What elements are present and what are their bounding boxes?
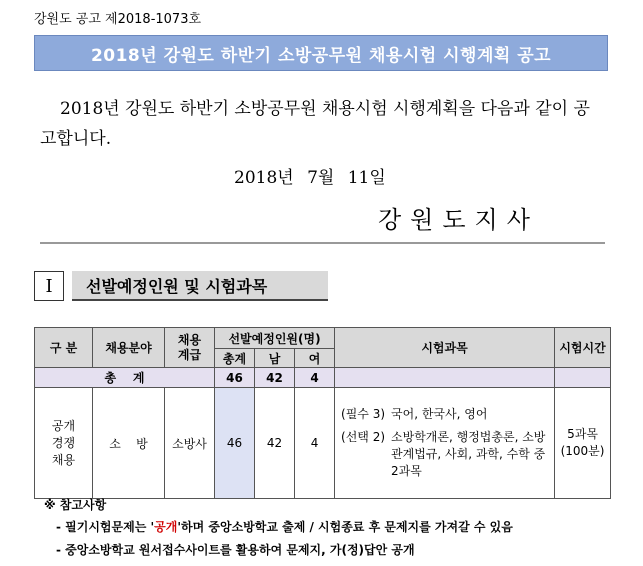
row-time: 5과목 (100분): [555, 388, 611, 499]
divider: [40, 242, 605, 244]
notice-number: 강원도 공고 제2018-1073호: [34, 12, 202, 27]
total-male: 42: [255, 368, 295, 388]
section-number: Ⅰ: [34, 271, 64, 301]
elective-list: 소방학개론, 행정법총론, 소방관계법규, 사회, 과학, 수학 중 2과목: [391, 430, 546, 478]
table-row: [35, 388, 611, 499]
row-male: 42: [255, 388, 295, 499]
section-title: [72, 271, 328, 301]
note-line-1: [56, 518, 513, 535]
issuer-signature: 강원도지사: [378, 206, 539, 234]
notice-date: 2018년 7월 11일: [234, 168, 386, 188]
col-category: 구 분: [35, 328, 93, 368]
row-category: 공개 경쟁 채용: [35, 388, 93, 499]
elective-subjects: [341, 429, 554, 480]
col-field: 채용분야: [93, 328, 165, 368]
note-line-2: - 중앙소방학교 원서접수사이트를 활용하여 문제지, 가(정)답안 공개: [56, 543, 415, 557]
row-female: 4: [295, 388, 335, 499]
section-title-text: 선발예정인원 및 시험과목: [86, 276, 268, 296]
note-line-1-post: '하며 중앙소방학교 출제 / 시험종료 후 문제지를 가져갈 수 있음: [177, 520, 513, 534]
total-count: 46: [215, 368, 255, 388]
required-list: 국어, 한국사, 영어: [391, 407, 488, 421]
col-grade: 채용 계급: [165, 328, 215, 368]
note-line-1-pre: - 필기시험문제는 ': [56, 520, 155, 534]
total-row: [35, 368, 611, 388]
notice-title-banner: [34, 35, 608, 71]
row-subjects: [335, 388, 555, 499]
total-label: 총 계: [35, 368, 215, 388]
total-time-blank: [555, 368, 611, 388]
elective-tag: (선택 2): [341, 430, 386, 444]
required-tag: (필수 3): [341, 407, 386, 421]
notes-section: [44, 496, 513, 564]
notes-title: ※ 참고사항: [44, 498, 107, 512]
row-field: 소 방: [93, 388, 165, 499]
row-grade: 소방사: [165, 388, 215, 499]
col-female: 여: [295, 349, 335, 368]
note-line-1-highlight: 공개: [154, 520, 178, 534]
notice-title: 2018년 강원도 하반기 소방공무원 채용시험 시행계획 공고: [90, 45, 552, 66]
col-total: 총계: [215, 349, 255, 368]
total-subjects-blank: [335, 368, 555, 388]
recruitment-table: [34, 327, 611, 499]
required-subjects: [341, 406, 554, 423]
notice-body-text: 2018년 강원도 하반기 소방공무원 채용시험 시행계획을 다음과 같이 공고합니다.: [40, 99, 590, 149]
table-header-row: [35, 328, 611, 349]
total-female: 4: [295, 368, 335, 388]
col-male: 남: [255, 349, 295, 368]
col-subjects: 시험과목: [335, 328, 555, 368]
col-planned: 선발예정인원(명): [215, 328, 335, 349]
col-time: 시험시간: [555, 328, 611, 368]
row-total: 46: [215, 388, 255, 499]
